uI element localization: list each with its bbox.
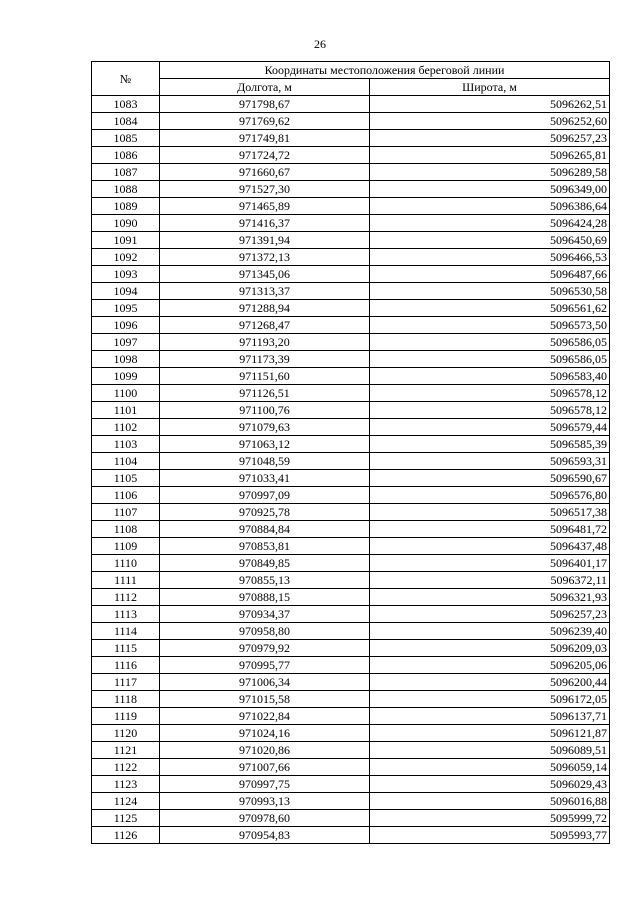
row-number: 1105 <box>92 470 160 487</box>
table-row <box>92 487 610 504</box>
row-number: 1084 <box>92 113 160 130</box>
row-latitude: 5096424,28 <box>370 215 610 232</box>
row-number: 1108 <box>92 521 160 538</box>
table-row <box>92 827 610 844</box>
row-latitude: 5095999,72 <box>370 810 610 827</box>
row-longitude: 971268,47 <box>160 317 370 334</box>
row-latitude: 5096321,93 <box>370 589 610 606</box>
row-number: 1125 <box>92 810 160 827</box>
row-number: 1124 <box>92 793 160 810</box>
row-latitude: 5096089,51 <box>370 742 610 759</box>
row-latitude: 5096262,51 <box>370 96 610 113</box>
row-latitude: 5096466,53 <box>370 249 610 266</box>
row-longitude: 971769,62 <box>160 113 370 130</box>
row-number: 1109 <box>92 538 160 555</box>
row-longitude: 971006,34 <box>160 674 370 691</box>
row-longitude: 971033,41 <box>160 470 370 487</box>
row-number: 1110 <box>92 555 160 572</box>
table-row <box>92 113 610 130</box>
row-longitude: 970997,09 <box>160 487 370 504</box>
row-number: 1107 <box>92 504 160 521</box>
row-latitude: 5096172,05 <box>370 691 610 708</box>
table-row <box>92 215 610 232</box>
row-longitude: 971193,20 <box>160 334 370 351</box>
row-number: 1083 <box>92 96 160 113</box>
row-longitude: 971660,67 <box>160 164 370 181</box>
table-row <box>92 283 610 300</box>
row-number: 1102 <box>92 419 160 436</box>
row-number: 1104 <box>92 453 160 470</box>
row-latitude: 5096200,44 <box>370 674 610 691</box>
row-number: 1111 <box>92 572 160 589</box>
row-number: 1112 <box>92 589 160 606</box>
row-longitude: 971024,16 <box>160 725 370 742</box>
row-longitude: 971798,67 <box>160 96 370 113</box>
row-longitude: 971749,81 <box>160 130 370 147</box>
table-row <box>92 130 610 147</box>
row-latitude: 5096349,00 <box>370 181 610 198</box>
row-longitude: 971173,39 <box>160 351 370 368</box>
row-latitude: 5096257,23 <box>370 606 610 623</box>
table-row <box>92 810 610 827</box>
row-number: 1097 <box>92 334 160 351</box>
row-number: 1088 <box>92 181 160 198</box>
row-latitude: 5096289,58 <box>370 164 610 181</box>
row-longitude: 971100,76 <box>160 402 370 419</box>
row-latitude: 5096593,31 <box>370 453 610 470</box>
table-row <box>92 96 610 113</box>
table-row <box>92 708 610 725</box>
row-number: 1103 <box>92 436 160 453</box>
row-longitude: 971345,06 <box>160 266 370 283</box>
table-row <box>92 725 610 742</box>
row-longitude: 970853,81 <box>160 538 370 555</box>
row-longitude: 970954,83 <box>160 827 370 844</box>
row-longitude: 971015,58 <box>160 691 370 708</box>
row-longitude: 970925,78 <box>160 504 370 521</box>
table-row <box>92 793 610 810</box>
row-longitude: 971022,84 <box>160 708 370 725</box>
row-latitude: 5096059,14 <box>370 759 610 776</box>
row-longitude: 970978,60 <box>160 810 370 827</box>
table-row <box>92 453 610 470</box>
row-number: 1120 <box>92 725 160 742</box>
row-latitude: 5096561,62 <box>370 300 610 317</box>
row-latitude: 5096205,06 <box>370 657 610 674</box>
row-number: 1114 <box>92 623 160 640</box>
table-row <box>92 606 610 623</box>
table-row <box>92 419 610 436</box>
row-latitude: 5096265,81 <box>370 147 610 164</box>
row-number: 1096 <box>92 317 160 334</box>
coordinates-table <box>91 61 610 844</box>
row-latitude: 5096016,88 <box>370 793 610 810</box>
row-latitude: 5096487,66 <box>370 266 610 283</box>
row-latitude: 5096437,48 <box>370 538 610 555</box>
row-latitude: 5096401,17 <box>370 555 610 572</box>
table-row <box>92 351 610 368</box>
row-longitude: 971288,94 <box>160 300 370 317</box>
row-latitude: 5096585,39 <box>370 436 610 453</box>
row-number: 1122 <box>92 759 160 776</box>
table-row <box>92 521 610 538</box>
row-number: 1123 <box>92 776 160 793</box>
row-longitude: 970934,37 <box>160 606 370 623</box>
table-row <box>92 555 610 572</box>
table-row <box>92 589 610 606</box>
row-latitude: 5096586,05 <box>370 334 610 351</box>
table-row <box>92 623 610 640</box>
row-number: 1085 <box>92 130 160 147</box>
row-number: 1089 <box>92 198 160 215</box>
row-number: 1116 <box>92 657 160 674</box>
row-latitude: 5096573,50 <box>370 317 610 334</box>
table-row <box>92 249 610 266</box>
row-number: 1126 <box>92 827 160 844</box>
row-number: 1094 <box>92 283 160 300</box>
row-number: 1091 <box>92 232 160 249</box>
row-number: 1119 <box>92 708 160 725</box>
row-longitude: 971048,59 <box>160 453 370 470</box>
table-row <box>92 232 610 249</box>
header-coordinates-group: Координаты местоположения береговой линии <box>160 62 610 79</box>
row-number: 1121 <box>92 742 160 759</box>
row-longitude: 971007,66 <box>160 759 370 776</box>
table-row <box>92 742 610 759</box>
row-number: 1118 <box>92 691 160 708</box>
row-latitude: 5096579,44 <box>370 419 610 436</box>
row-latitude: 5096530,58 <box>370 283 610 300</box>
table-row <box>92 538 610 555</box>
row-number: 1100 <box>92 385 160 402</box>
table-row <box>92 657 610 674</box>
header-longitude: Долгота, м <box>160 79 370 96</box>
row-longitude: 971020,86 <box>160 742 370 759</box>
row-number: 1115 <box>92 640 160 657</box>
row-longitude: 970888,15 <box>160 589 370 606</box>
table-row <box>92 470 610 487</box>
row-longitude: 970884,84 <box>160 521 370 538</box>
row-latitude: 5096372,11 <box>370 572 610 589</box>
row-longitude: 971372,13 <box>160 249 370 266</box>
row-number: 1086 <box>92 147 160 164</box>
row-longitude: 971126,51 <box>160 385 370 402</box>
row-number: 1117 <box>92 674 160 691</box>
header-latitude: Широта, м <box>370 79 610 96</box>
row-number: 1106 <box>92 487 160 504</box>
row-longitude: 970849,85 <box>160 555 370 572</box>
row-longitude: 971151,60 <box>160 368 370 385</box>
row-latitude: 5096578,12 <box>370 385 610 402</box>
table-row <box>92 385 610 402</box>
row-longitude: 970993,13 <box>160 793 370 810</box>
row-latitude: 5096583,40 <box>370 368 610 385</box>
row-longitude: 971079,63 <box>160 419 370 436</box>
table-header <box>92 62 610 96</box>
row-number: 1092 <box>92 249 160 266</box>
row-longitude: 971724,72 <box>160 147 370 164</box>
row-number: 1113 <box>92 606 160 623</box>
table-row <box>92 368 610 385</box>
row-number: 1099 <box>92 368 160 385</box>
table-row <box>92 572 610 589</box>
row-number: 1087 <box>92 164 160 181</box>
table-row <box>92 198 610 215</box>
table-row <box>92 164 610 181</box>
table-row <box>92 317 610 334</box>
table-row <box>92 334 610 351</box>
row-latitude: 5096586,05 <box>370 351 610 368</box>
row-longitude: 970958,80 <box>160 623 370 640</box>
table-row <box>92 147 610 164</box>
row-number: 1093 <box>92 266 160 283</box>
page-number: 26 <box>314 37 326 51</box>
header-number: № <box>92 62 160 96</box>
row-longitude: 971391,94 <box>160 232 370 249</box>
table-row <box>92 181 610 198</box>
row-longitude: 971313,37 <box>160 283 370 300</box>
row-latitude: 5095993,77 <box>370 827 610 844</box>
row-longitude: 970995,77 <box>160 657 370 674</box>
table-row <box>92 674 610 691</box>
table-body <box>92 96 610 844</box>
row-latitude: 5096450,69 <box>370 232 610 249</box>
row-number: 1098 <box>92 351 160 368</box>
row-longitude: 971063,12 <box>160 436 370 453</box>
row-longitude: 971416,37 <box>160 215 370 232</box>
row-latitude: 5096137,71 <box>370 708 610 725</box>
row-longitude: 970997,75 <box>160 776 370 793</box>
row-latitude: 5096576,80 <box>370 487 610 504</box>
table-row <box>92 504 610 521</box>
row-latitude: 5096209,03 <box>370 640 610 657</box>
row-longitude: 971527,30 <box>160 181 370 198</box>
row-number: 1095 <box>92 300 160 317</box>
row-latitude: 5096029,43 <box>370 776 610 793</box>
table-row <box>92 776 610 793</box>
row-latitude: 5096252,60 <box>370 113 610 130</box>
table-row <box>92 266 610 283</box>
row-latitude: 5096517,38 <box>370 504 610 521</box>
table-row <box>92 640 610 657</box>
row-latitude: 5096578,12 <box>370 402 610 419</box>
row-latitude: 5096481,72 <box>370 521 610 538</box>
row-longitude: 971465,89 <box>160 198 370 215</box>
row-latitude: 5096239,40 <box>370 623 610 640</box>
table-row <box>92 759 610 776</box>
row-longitude: 970979,92 <box>160 640 370 657</box>
table-row <box>92 691 610 708</box>
row-longitude: 970855,13 <box>160 572 370 589</box>
row-latitude: 5096121,87 <box>370 725 610 742</box>
table-row <box>92 402 610 419</box>
row-number: 1090 <box>92 215 160 232</box>
table-row <box>92 436 610 453</box>
row-latitude: 5096590,67 <box>370 470 610 487</box>
row-latitude: 5096257,23 <box>370 130 610 147</box>
table-row <box>92 300 610 317</box>
row-number: 1101 <box>92 402 160 419</box>
row-latitude: 5096386,64 <box>370 198 610 215</box>
